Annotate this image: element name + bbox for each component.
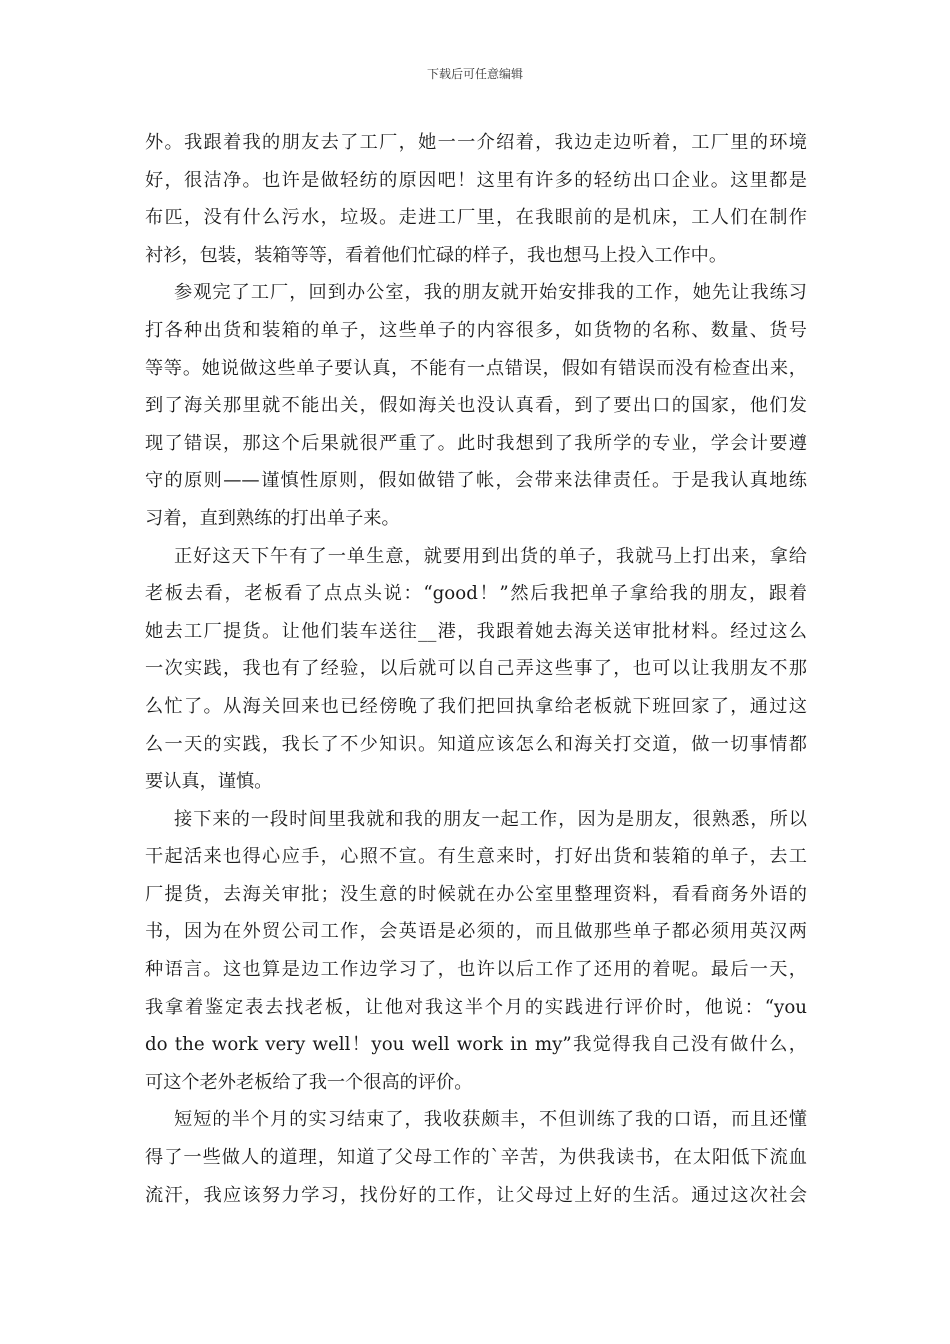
text-line: 好，很洁净。也许是做轻纺的原因吧！这里有许多的轻纺出口企业。这里都是 bbox=[145, 169, 807, 191]
text-line: 干起活来也得心应手，心照不宣。有生意来时，打好出货和装箱的单子，去工 bbox=[145, 846, 807, 868]
text-line: 正好这天下午有了一单生意，就要用到出货的单子，我就马上打出来，拿给 bbox=[174, 545, 807, 567]
text-line: 现了错误，那这个后果就很严重了。此时我想到了我所学的专业，学会计要遵 bbox=[145, 432, 807, 454]
text-line: 布匹，没有什么污水，垃圾。走进工厂里，在我眼前的是机床，工人们在制作 bbox=[145, 207, 807, 229]
text-line: 厂提货，去海关审批；没生意的时候就在办公室里整理资料，看看商务外语的 bbox=[145, 883, 807, 905]
text-line: 打各种出货和装箱的单子，这些单子的内容很多，如货物的名称、数量、货号 bbox=[145, 319, 807, 341]
text-line: 一次实践，我也有了经验，以后就可以自己弄这些事了，也可以让我朋友不那 bbox=[145, 658, 807, 680]
text-line: 要认真，谨慎。 bbox=[145, 771, 273, 793]
text-line: 等等。她说做这些单子要认真，不能有一点错误，假如有错误而没有检查出来， bbox=[145, 357, 807, 379]
text-line: 参观完了工厂，回到办公室，我的朋友就开始安排我的工作，她先让我练习 bbox=[174, 282, 807, 304]
text-line: 得了一些做人的道理，知道了父母工作的`辛苦，为供我读书，在太阳低下流血 bbox=[145, 1147, 807, 1169]
text-line: 可这个老外老板给了我一个很高的评价。 bbox=[145, 1071, 473, 1093]
text-line: 接下来的一段时间里我就和我的朋友一起工作，因为是朋友，很熟悉，所以 bbox=[174, 808, 807, 830]
text-line: 老板去看，老板看了点点头说：“good！”然后我把单子拿给我的朋友，跟着 bbox=[145, 583, 807, 605]
text-line: do the work very well！you well work in my”我觉得我自己没有做什么， bbox=[145, 1034, 807, 1056]
text-line: 习着，直到熟练的打出单子来。 bbox=[145, 507, 400, 529]
text-line: 流汗，我应该努力学习，找份好的工作，让父母过上好的生活。通过这次社会 bbox=[145, 1184, 807, 1206]
text-line: 守的原则——谨慎性原则，假如做错了帐，会带来法律责任。于是我认真地练 bbox=[145, 470, 807, 492]
text-line: 么忙了。从海关回来也已经傍晚了我们把回执拿给老板就下班回家了，通过这 bbox=[145, 695, 807, 717]
text-line: 书，因为在外贸公司工作，会英语是必须的，而且做那些单子都必须用英汉两 bbox=[145, 921, 807, 943]
text-line: 我拿着鉴定表去找老板，让他对我这半个月的实践进行评价时，他说：“you bbox=[145, 996, 807, 1018]
text-line: 短短的半个月的实习结束了，我收获颇丰，不但训练了我的口语，而且还懂 bbox=[174, 1109, 807, 1131]
text-line: 种语言。这也算是边工作边学习了，也许以后工作了还用的着呢。最后一天， bbox=[145, 959, 807, 981]
text-line: 她去工厂提货。让他们装车送往__港，我跟着她去海关送审批材料。经过这么 bbox=[145, 620, 807, 642]
text-line: 么一天的实践，我长了不少知识。知道应该怎么和海关打交道，做一切事情都 bbox=[145, 733, 807, 755]
text-line: 到了海关那里就不能出关，假如海关也没认真看，到了要出口的国家，他们发 bbox=[145, 395, 807, 417]
text-line: 衬衫，包装，装箱等等，看着他们忙碌的样子，我也想马上投入工作中。 bbox=[145, 244, 728, 266]
text-line: 外。我跟着我的朋友去了工厂，她一一介绍着，我边走边听着，工厂里的环境 bbox=[145, 132, 807, 153]
page-header: 下载后可任意编辑 bbox=[426, 67, 523, 81]
body-text bbox=[145, 124, 807, 1214]
